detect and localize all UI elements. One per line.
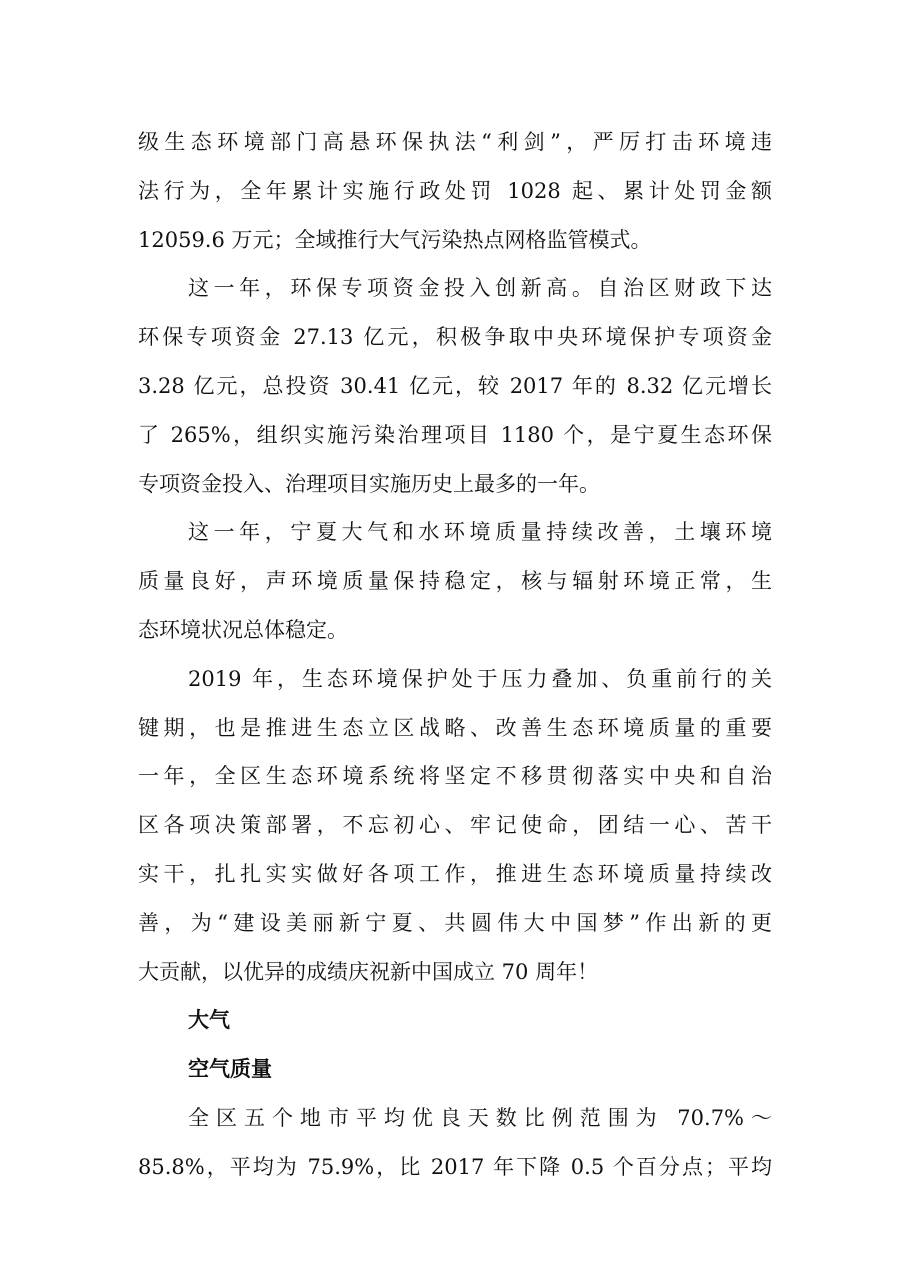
paragraph-line: 善，为“建设美丽新宁夏、共圆伟大中国梦”作出新的更 — [138, 910, 772, 935]
paragraph-line: 质量良好，声环境质量保持稳定，核与辐射环境正常，生 — [138, 569, 772, 594]
paragraph-line: 一年，全区生态环境系统将坚定不移贯彻落实中央和自治 — [138, 764, 772, 789]
paragraph-line: 区各项决策部署，不忘初心、牢记使命，团结一心、苦干 — [138, 813, 772, 838]
paragraph-line: 专项资金投入、治理项目实施历史上最多的一年。 — [138, 471, 600, 496]
paragraph-line: 环保专项资金 27.13 亿元，积极争取中央环境保护专项资金 — [138, 325, 772, 350]
paragraph-line: 键期，也是推进生态立区战略、改善生态环境质量的重要 — [138, 715, 772, 740]
paragraph-line: 85.8%，平均为 75.9%，比 2017 年下降 0.5 个百分点；平均 — [138, 1154, 772, 1179]
section-heading: 大气 — [188, 1008, 230, 1033]
subsection-heading: 空气质量 — [188, 1057, 272, 1082]
paragraph-line: 2019 年，生态环境保护处于压力叠加、负重前行的关 — [188, 666, 772, 691]
paragraph-line: 级生态环境部门高悬环保执法“利剑”，严厉打击环境违 — [138, 130, 772, 154]
paragraph-line: 这一年，宁夏大气和水环境质量持续改善，土壤环境 — [188, 520, 772, 545]
paragraph-line: 全区五个地市平均优良天数比例范围为 70.7%～ — [188, 1105, 772, 1130]
paragraph-line: 法行为，全年累计实施行政处罚 1028 起、累计处罚金额 — [138, 178, 772, 203]
paragraph-line: 这一年，环保专项资金投入创新高。自治区财政下达 — [188, 276, 772, 301]
paragraph-line: 实干，扎扎实实做好各项工作，推进生态环境质量持续改 — [138, 861, 772, 886]
paragraph-line: 大贡献，以优异的成绩庆祝新中国成立 70 周年！ — [138, 959, 599, 984]
paragraph-line: 态环境状况总体稳定。 — [138, 617, 348, 642]
paragraph-line: 3.28 亿元，总投资 30.41 亿元，较 2017 年的 8.32 亿元增长 — [138, 373, 772, 398]
document-body — [138, 118, 772, 1192]
paragraph-line: 12059.6 万元；全域推行大气污染热点网格监管模式。 — [138, 227, 652, 252]
paragraph-line: 了 265%，组织实施污染治理项目 1180 个，是宁夏生态环保 — [138, 422, 772, 447]
